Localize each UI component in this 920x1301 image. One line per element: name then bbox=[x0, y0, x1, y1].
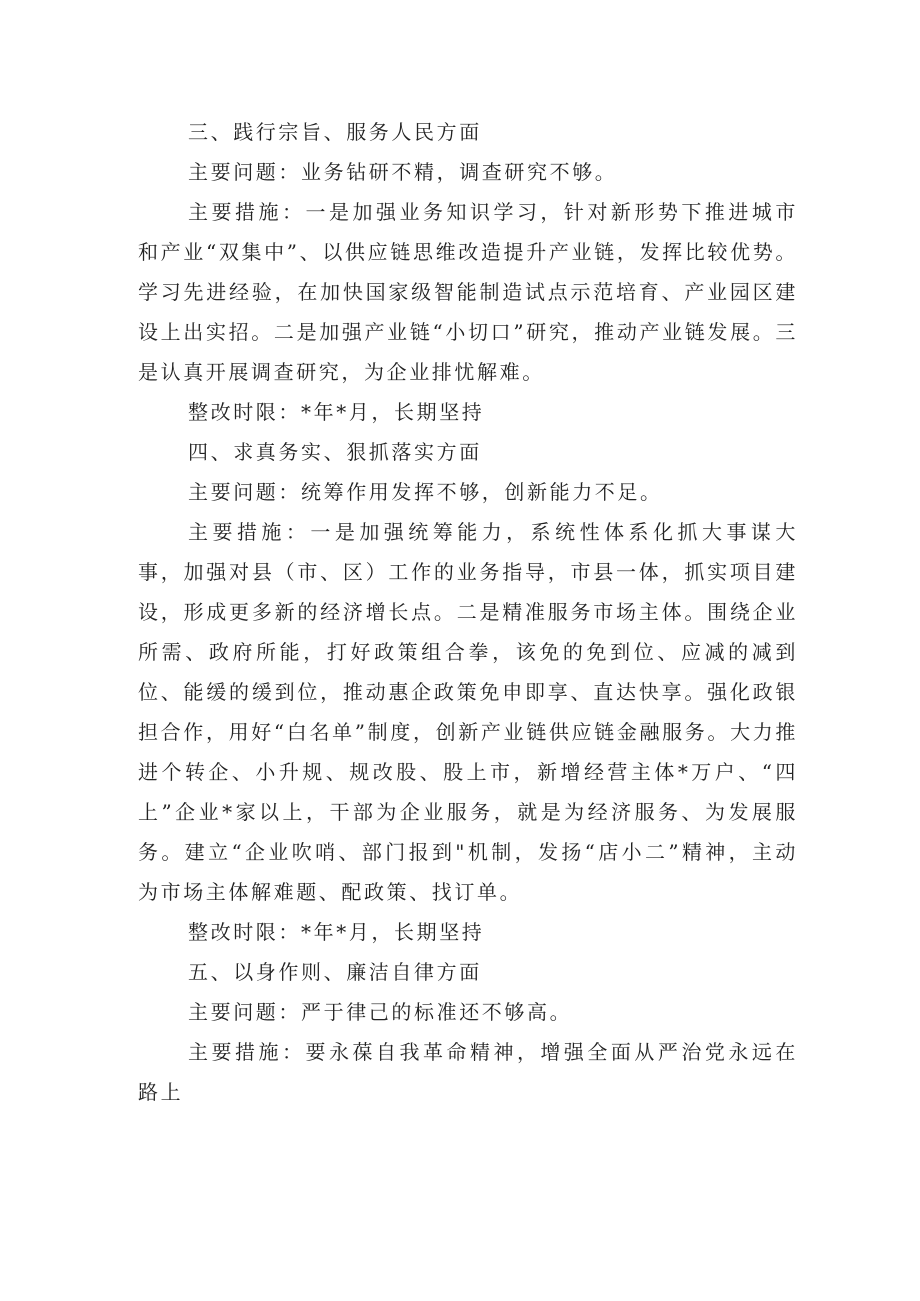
main-problem-paragraph: 主要问题：严于律己的标准还不够高。 bbox=[188, 1000, 573, 1024]
rectification-deadline-paragraph: 整改时限：*年*月，长期坚持 bbox=[188, 920, 485, 944]
main-measures-paragraph: 主要措施：要永葆自我革命精神，增强全面从严治党永远在路上 bbox=[138, 1040, 798, 1104]
main-measures-paragraph: 主要措施：一是加强业务知识学习，针对新形势下推进城市和产业“双集中”、以供应链思维改造提升产业链，发挥比较优势。学习先进经验，在加快国家级智能制造试点示范培育、产业园区建设上出实招。二是加强产业链“小切口”研究，推动产业链发展。三是认真开展调查研究，为企业排忧解难。 bbox=[138, 200, 798, 384]
main-problem-paragraph: 主要问题：业务钻研不精，调查研究不够。 bbox=[188, 160, 618, 184]
main-problem-paragraph: 主要问题：统筹作用发挥不够，创新能力不足。 bbox=[188, 480, 663, 504]
rectification-deadline-paragraph: 整改时限：*年*月，长期坚持 bbox=[188, 400, 485, 424]
section-heading-3: 三、践行宗旨、服务人民方面 bbox=[188, 120, 482, 144]
main-measures-paragraph: 主要措施：一是加强统筹能力，系统性体系化抓大事谋大事，加强对县（市、区）工作的业务指导，市县一体，抓实项目建设，形成更多新的经济增长点。二是精准服务市场主体。围绕企业所需、政府所能，打好政策组合拳，该免的免到位、应减的减到位、能缓的缓到位，推动惠企政策免申即享、直达快享。强化政银担合作，用好“白名单”制度，创新产业链供应链金融服务。大力推进个转企、小升规、规改股、股上市，新增经营主体*万户、“四上”企业*家以上，干部为企业服务，就是为经济服务、为发展服务。建立“企业吹哨、部门报到"机制，发扬“店小二”精神，主动为市场主体解难题、配政策、找订单。 bbox=[138, 520, 798, 904]
document-body bbox=[138, 112, 798, 1112]
section-heading-5: 五、以身作则、廉洁自律方面 bbox=[188, 960, 482, 984]
section-heading-4: 四、求真务实、狠抓落实方面 bbox=[188, 440, 482, 464]
